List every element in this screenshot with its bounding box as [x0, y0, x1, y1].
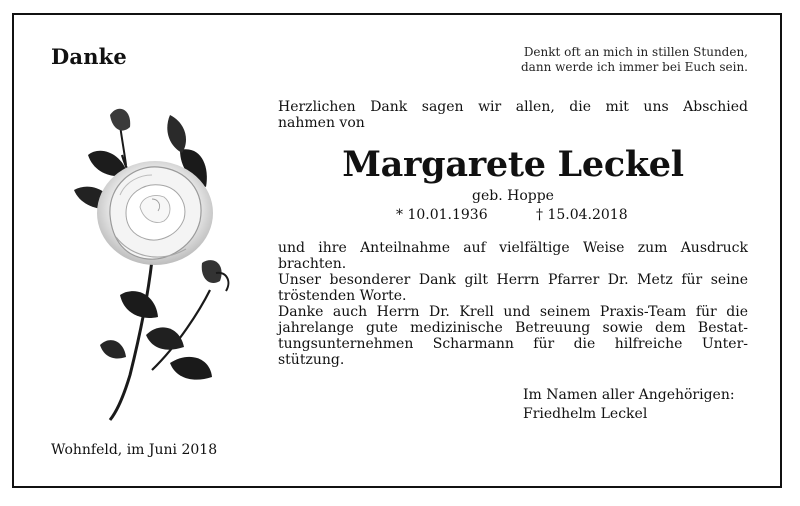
birth-date: * 10.01.1936 [396, 207, 488, 223]
signature-block [523, 386, 735, 424]
rose-icon [60, 95, 250, 425]
intro-line: Herzlichen Dank sagen wir allen, die mit uns Abschied [278, 99, 748, 115]
thanks-line: und ihre Anteilnahme auf vielfältige Weise zum Ausdruck [278, 240, 748, 256]
deceased-name: Margarete Leckel [342, 144, 684, 185]
thanks-line: tröstenden Worte. [278, 288, 407, 304]
notice-heading: Danke [51, 44, 127, 69]
signature-line: Im Namen aller Angehörigen: [523, 387, 735, 403]
intro-text [278, 99, 748, 131]
thanks-line: Danke auch Herrn Dr. Krell und seinem Praxis-Team für die [278, 304, 748, 320]
motto-verse [521, 45, 748, 75]
thanks-line: jahrelange gute medizinische Betreuung sowie dem Bestat- [278, 320, 748, 336]
thanks-line: Unser besonderer Dank gilt Herrn Pfarrer Dr. Metz für seine [278, 272, 748, 288]
thanks-line: brachten. [278, 256, 347, 272]
place-date: Wohnfeld, im Juni 2018 [51, 442, 218, 458]
signer-name: Friedhelm Leckel [523, 406, 648, 422]
thanks-line: stützung. [278, 352, 345, 368]
motto-line: dann werde ich immer bei Euch sein. [521, 60, 748, 74]
death-date: † 15.04.2018 [536, 207, 628, 223]
thanks-text [278, 240, 748, 368]
birth-name: geb. Hoppe [472, 188, 554, 204]
intro-line: nahmen von [278, 115, 365, 131]
thanks-line: tungsunternehmen Scharmann für die hilfreiche Unter- [278, 336, 748, 352]
motto-line: Denkt oft an mich in stillen Stunden, [523, 45, 748, 59]
